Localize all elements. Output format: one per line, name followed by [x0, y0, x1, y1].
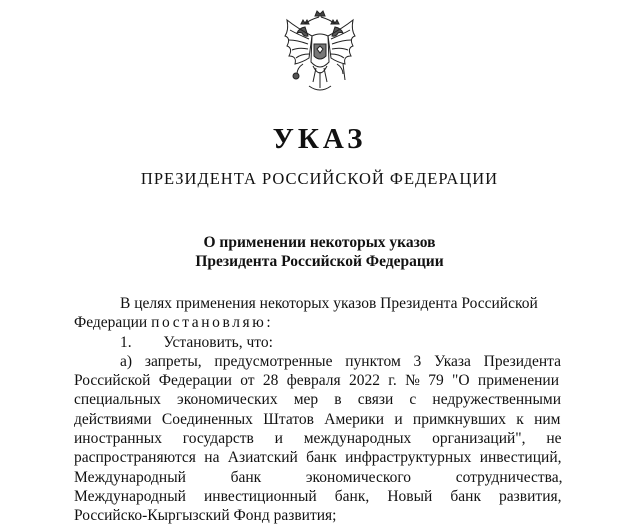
emblem-drawing [279, 6, 361, 104]
subitem-line: распространяются на Азиатский банк инфраструктурных инвестиций, [74, 449, 562, 467]
russian-double-headed-eagle-emblem-icon [279, 6, 361, 104]
subitem-line: действиями Соединенных Штатов Америки и примкнувших к ним [74, 410, 561, 428]
subitem-line: специальных экономических мер в связи с недружественными [74, 391, 561, 409]
subitem-line: Российской Федерации от 28 февраля 2022 г. № 79 "О применении [74, 372, 559, 390]
item-text: Установить, что: [163, 333, 273, 351]
item-1 [74, 333, 564, 352]
subitem-line: а) запреты, предусмотренные пунктом 3 Указа Президента [120, 352, 561, 370]
subitem-line: Международный инвестиционный банк, Новый банк развития, [74, 487, 562, 505]
subitem-line: иностранных государств и международных организаций", не [74, 430, 562, 448]
item-number: 1. [120, 333, 132, 351]
paragraph-text: Федерации [74, 314, 148, 332]
decree-heading-line: О применении некоторых указов [203, 234, 436, 251]
paragraph-line [74, 313, 564, 332]
decree-heading [0, 233, 639, 271]
subitem-line: Международный банк экономического сотрудничества, [74, 468, 563, 486]
subitem-line: Российско-Кыргызский Фонд развития; [74, 507, 337, 525]
decree-formula: постановляю: [151, 314, 274, 332]
decree-subtitle: ПРЕЗИДЕНТА РОССИЙСКОЙ ФЕДЕРАЦИИ [140, 169, 499, 188]
paragraph-line: В целях применения некоторых указов Президента Российской [120, 295, 538, 312]
decree-title: УКАЗ [272, 123, 367, 155]
decree-body [74, 294, 564, 526]
decree-heading-line: Президента Российской Федерации [195, 253, 444, 270]
